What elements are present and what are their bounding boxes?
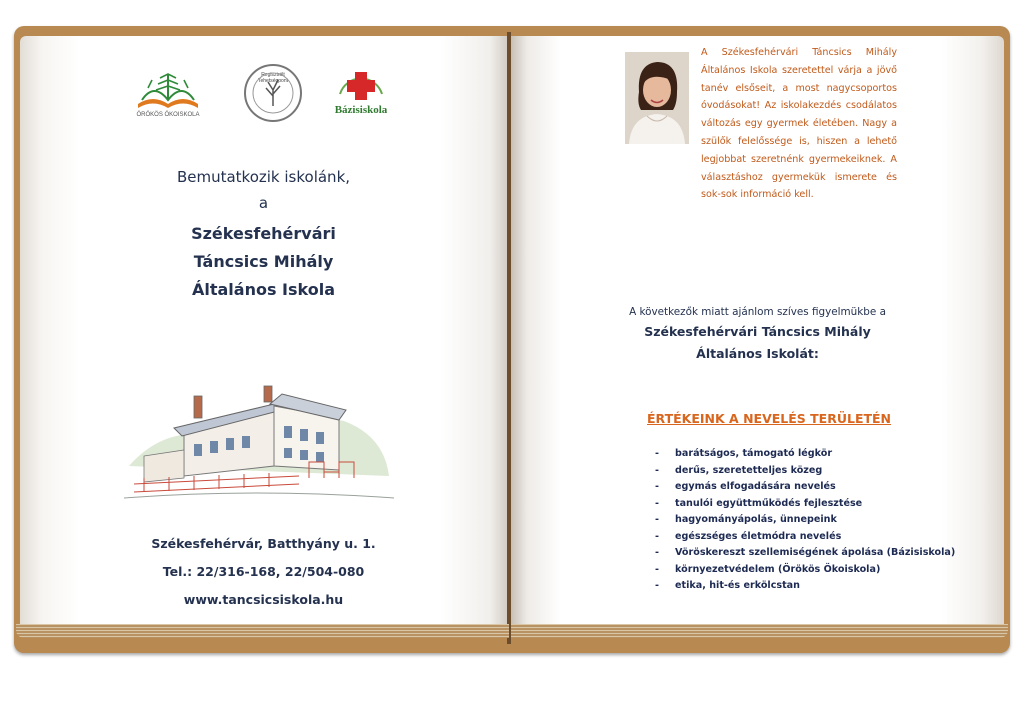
intro-article: a (258, 194, 269, 212)
list-item: - tanulói együttműködés fejlesztése (655, 497, 863, 509)
tree-seal-icon (246, 66, 300, 120)
logo-row (20, 60, 507, 130)
school-name-line3: Általános Iskola (191, 280, 336, 299)
list-item: - etika, hit-és erkölcstan (655, 580, 800, 591)
recommended-school-line2: Általános Iskolát: (696, 346, 819, 361)
school-name-line1: Székesfehérvári (191, 224, 336, 243)
welcome-paragraph: A Székesfehérvári Táncsics Mihály Általános Iskola szeretettel várja a jövő tanév elsőseit, a most nagycsoportos óvodásokat! Az iskolakezdés csodálatos változás egy gyermek életében. Nagy a szülők felelőssége is, hiszen a lehető legjobbat szeretnénk gyermekeiknek. A választáshoz gyermekük ismerete és sok-sok információ kell. (701, 47, 897, 201)
values-heading: ÉRTÉKEINK A NEVELÉS TERÜLETÉN (647, 411, 892, 426)
intro-line: Bemutatkozik iskolánk, (176, 168, 351, 186)
list-item: - derűs, szeretetteljes közeg (655, 464, 823, 476)
left-page (20, 36, 507, 636)
seal-label: Regisztrált Tehetségpont (257, 72, 289, 84)
right-page (511, 36, 1004, 636)
eco-logo-label: ÖRÖKÖS ÖKOISKOLA (136, 112, 200, 118)
page-edges-right (511, 624, 1008, 638)
school-website: www.tancsicsiskola.hu (183, 592, 344, 607)
school-phone: Tel.: 22/316-168, 22/504-080 (162, 564, 365, 579)
person-photo-icon (625, 52, 689, 144)
page-edges-left (16, 624, 509, 638)
list-item: - egymás elfogadására nevelés (655, 481, 836, 492)
list-item: - barátságos, támogató légkör (655, 448, 833, 459)
list-item: - Vöröskereszt szellemiségének ápolása (Bázisiskola) (655, 547, 956, 558)
list-item: - környezetvédelem (Örökös Ökoiskola) (655, 563, 881, 575)
list-item: - egészséges életmódra nevelés (655, 530, 842, 542)
talent-point-seal (244, 64, 302, 122)
school-name-line2: Táncsics Mihály (193, 252, 334, 271)
school-address: Székesfehérvár, Batthyány u. 1. (151, 536, 376, 551)
recommendation-line: A következők miatt ajánlom szíves figyelmükbe a (629, 306, 886, 318)
school-building-drawing (124, 366, 394, 516)
open-book (14, 26, 1010, 653)
principal-portrait (625, 52, 689, 144)
red-cross-icon (330, 64, 392, 104)
eco-school-logo (128, 68, 208, 128)
list-item: - hagyományápolás, ünnepeink (655, 514, 837, 525)
values-list (645, 446, 965, 595)
basis-school-label: Bázisiskola (334, 104, 388, 116)
book-tree-icon (128, 68, 208, 112)
red-cross-basis-logo (330, 64, 392, 124)
recommended-school-line1: Székesfehérvári Táncsics Mihály (644, 324, 871, 339)
